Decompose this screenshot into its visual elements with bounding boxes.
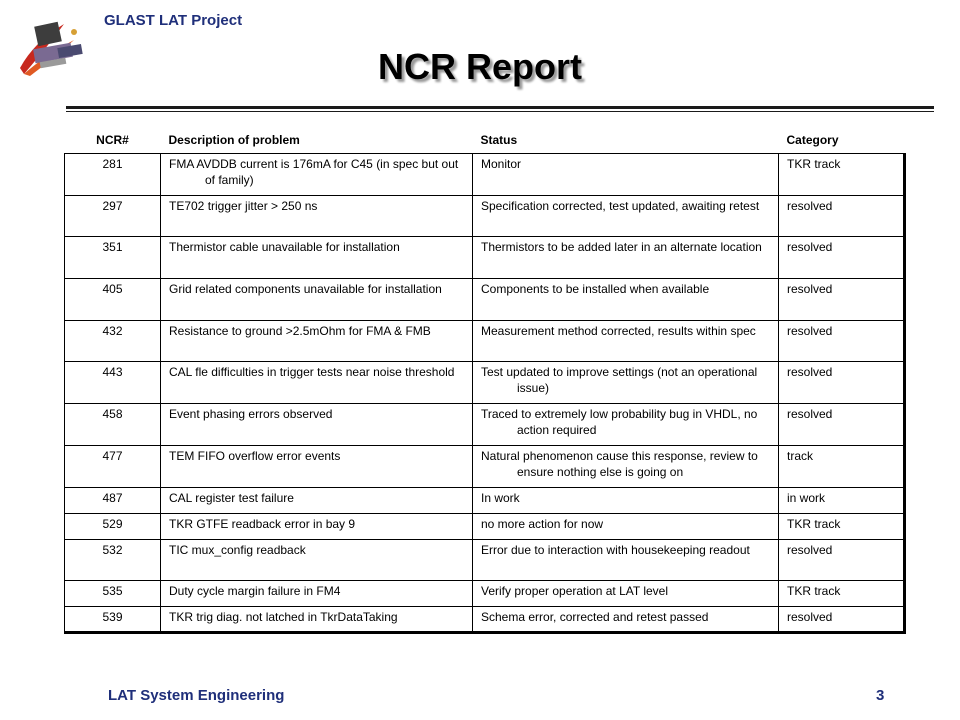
ncr-status <box>473 154 779 196</box>
ncr-description <box>161 237 473 279</box>
ncr-status-text: Traced to extremely low probability bug in VHDL, no action required <box>481 407 758 438</box>
ncr-description-text: Resistance to ground >2.5mOhm for FMA & FMB <box>169 323 431 338</box>
footer-department: LAT System Engineering <box>108 687 285 704</box>
ncr-number: 532 <box>65 539 161 581</box>
ncr-description <box>161 445 473 487</box>
table-row <box>65 487 905 513</box>
page-number: 3 <box>876 687 885 704</box>
ncr-number: 477 <box>65 445 161 487</box>
title-divider-thin <box>66 111 934 112</box>
ncr-status-text: Monitor <box>481 157 522 171</box>
ncr-description-text: CAL register test failure <box>169 490 294 505</box>
ncr-status-text: Verify proper operation at LAT level <box>481 584 668 599</box>
ncr-status-text: Schema error, corrected and retest passed <box>481 610 709 625</box>
page-title: NCR Report <box>378 46 582 87</box>
ncr-category: resolved <box>779 320 905 362</box>
ncr-description-text: Event phasing errors observed <box>169 407 333 422</box>
col-header-status: Status <box>480 133 518 147</box>
ncr-category: resolved <box>779 539 905 581</box>
table-row <box>65 154 905 196</box>
ncr-status-text: Specification corrected, test updated, awaiting retest <box>481 198 760 213</box>
ncr-description <box>161 487 473 513</box>
ncr-status <box>473 445 779 487</box>
ncr-description-text: FMA AVDDB current is 176mA for C45 (in spec but out of family) <box>169 157 459 187</box>
ncr-status <box>473 320 779 362</box>
ncr-description <box>161 154 473 196</box>
ncr-category: resolved <box>779 607 905 633</box>
ncr-status <box>473 195 779 237</box>
ncr-description-text: TKR trig diag. not latched in TkrDataTaking <box>169 610 398 625</box>
ncr-description <box>161 607 473 633</box>
table-row <box>65 445 905 487</box>
ncr-description <box>161 195 473 237</box>
ncr-number: 297 <box>65 195 161 237</box>
ncr-table <box>64 127 906 634</box>
ncr-description <box>161 513 473 539</box>
ncr-status <box>473 279 779 321</box>
ncr-description <box>161 404 473 446</box>
ncr-description <box>161 539 473 581</box>
table-row <box>65 320 905 362</box>
ncr-category: in work <box>779 487 905 513</box>
ncr-category: resolved <box>779 362 905 404</box>
table-row <box>65 195 905 237</box>
table-row <box>65 404 905 446</box>
table-row <box>65 581 905 607</box>
table-row <box>65 237 905 279</box>
ncr-status <box>473 513 779 539</box>
ncr-number: 405 <box>65 279 161 321</box>
ncr-category: resolved <box>779 404 905 446</box>
ncr-status-text: Error due to interaction with housekeeping readout <box>481 542 750 557</box>
ncr-status <box>473 539 779 581</box>
ncr-number: 281 <box>65 154 161 196</box>
table-row <box>65 513 905 539</box>
ncr-description-text: TE702 trigger jitter > 250 ns <box>169 198 318 213</box>
ncr-description-text: TEM FIFO overflow error events <box>169 448 341 463</box>
ncr-description-text: Thermistor cable unavailable for installation <box>169 240 400 255</box>
ncr-number: 443 <box>65 362 161 404</box>
ncr-number: 487 <box>65 487 161 513</box>
ncr-number: 539 <box>65 607 161 633</box>
ncr-status <box>473 487 779 513</box>
ncr-status <box>473 237 779 279</box>
ncr-description <box>161 362 473 404</box>
ncr-number: 535 <box>65 581 161 607</box>
ncr-status-text: Components to be installed when available <box>481 282 710 297</box>
table-row <box>65 607 905 633</box>
ncr-description-text: CAL fle difficulties in trigger tests near noise threshold <box>169 365 455 380</box>
ncr-category: resolved <box>779 195 905 237</box>
ncr-category: resolved <box>779 237 905 279</box>
col-header-category: Category <box>786 133 839 147</box>
ncr-number: 458 <box>65 404 161 446</box>
ncr-category: TKR track <box>779 581 905 607</box>
table-row <box>65 539 905 581</box>
ncr-status <box>473 404 779 446</box>
col-header-ncr: NCR# <box>96 133 129 147</box>
table-row <box>65 362 905 404</box>
ncr-category: resolved <box>779 279 905 321</box>
ncr-description-text: TKR GTFE readback error in bay 9 <box>169 516 356 531</box>
ncr-category: track <box>779 445 905 487</box>
ncr-description-text: Duty cycle margin failure in FM4 <box>169 584 341 599</box>
ncr-status-text: Measurement method corrected, results within spec <box>481 323 756 338</box>
ncr-status-text: no more action for now <box>481 516 604 531</box>
ncr-number: 432 <box>65 320 161 362</box>
table-row <box>65 279 905 321</box>
ncr-status <box>473 581 779 607</box>
ncr-category: TKR track <box>779 154 905 196</box>
table-header-row <box>65 127 905 154</box>
ncr-number: 529 <box>65 513 161 539</box>
ncr-status <box>473 607 779 633</box>
ncr-description-text: Grid related components unavailable for installation <box>169 282 442 297</box>
ncr-status <box>473 362 779 404</box>
ncr-status-text: In work <box>481 490 520 505</box>
ncr-status-text: Test updated to improve settings (not an operational issue) <box>481 365 758 396</box>
title-divider <box>66 106 934 109</box>
ncr-description <box>161 320 473 362</box>
col-header-description: Description of problem <box>168 133 300 147</box>
project-name: GLAST LAT Project <box>104 12 243 29</box>
ncr-description-text: TIC mux_config readback <box>169 542 306 557</box>
ncr-description <box>161 279 473 321</box>
ncr-category: TKR track <box>779 513 905 539</box>
ncr-number: 351 <box>65 237 161 279</box>
ncr-status-text: Natural phenomenon cause this response, review to ensure nothing else is going on <box>481 448 758 479</box>
ncr-status-text: Thermistors to be added later in an alternate location <box>481 240 762 255</box>
ncr-description <box>161 581 473 607</box>
